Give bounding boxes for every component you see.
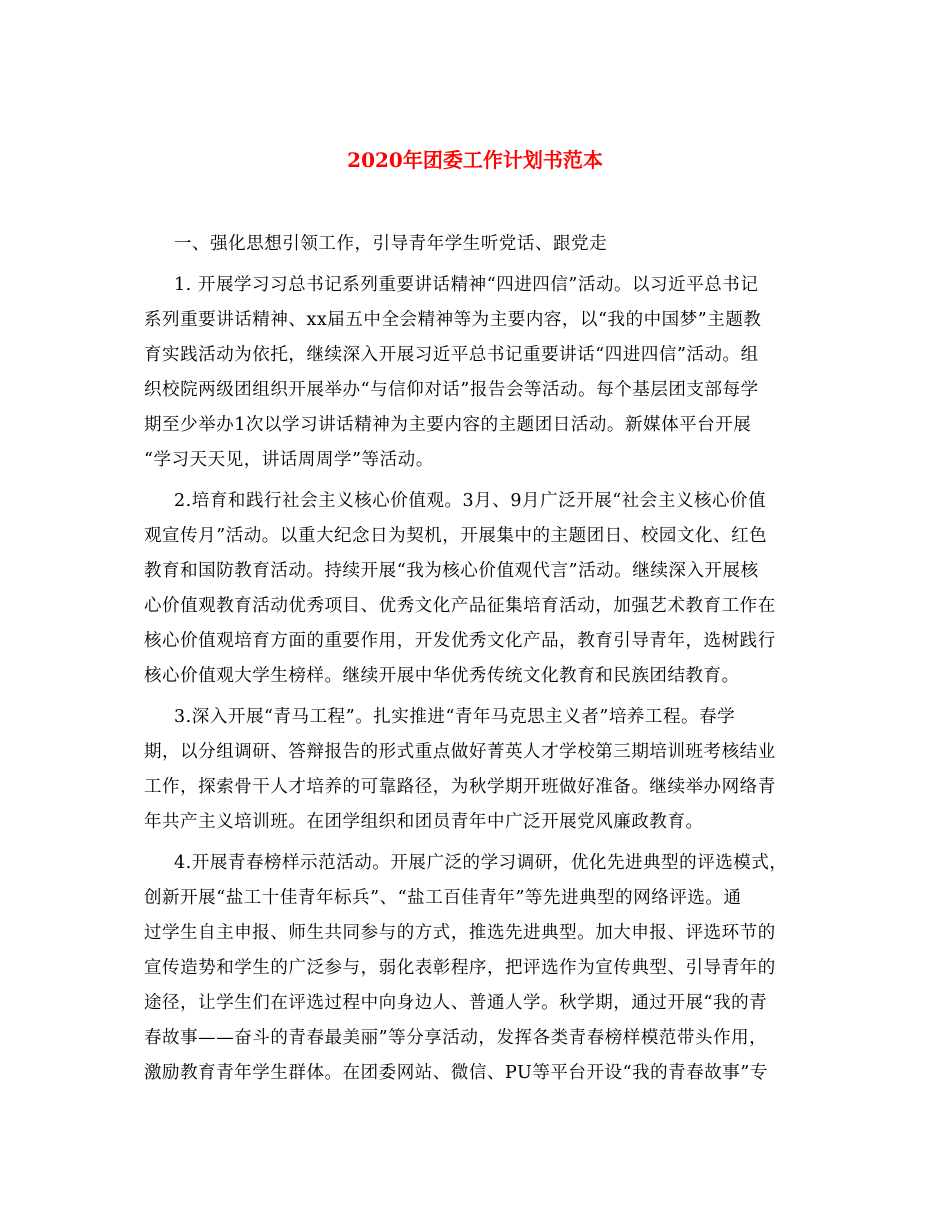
body-line: 核心价值观培育方面的重要作用，开发优秀文化产品，教育引导青年，选树践行 — [144, 631, 776, 651]
body-line: 核心价值观大学生榜样。继续开展中华优秀传统文化教育和民族团结教育。 — [144, 666, 740, 686]
body-line: 过学生自主申报、师生共同参与的方式，推选先进典型。加大申报、评选环节的 — [144, 923, 776, 943]
body-line: 期至少举办1次以学习讲话精神为主要内容的主题团日活动。新媒体平台开展 — [144, 415, 752, 435]
body-line: 一、强化思想引领工作，引导青年学生听党话、跟党走 — [174, 234, 608, 254]
body-line: 宣传造势和学生的广泛参与，弱化表彰程序，把评选作为宣传典型、引导青年的 — [144, 958, 776, 978]
body-line: 途径，让学生们在评选过程中向身边人、普通人学。秋学期，通过开展“我的青 — [144, 993, 768, 1013]
body-line: 3.深入开展“青马工程”。扎实推进“青年马克思主义者”培养工程。春学 — [174, 707, 736, 727]
body-line: 2.培育和践行社会主义核心价值观。3月、9月广泛开展“社会主义核心价值 — [174, 491, 767, 511]
document-title: 2020年团委工作计划书范本 — [347, 148, 603, 172]
body-line: 春故事——奋斗的青春最美丽”等分享活动，发挥各类青春榜样模范带头作用， — [144, 1028, 768, 1048]
body-line: 育实践活动为依托，继续深入开展习近平总书记重要讲话“四进四信”活动。组 — [144, 345, 759, 365]
body-line: 教育和国防教育活动。持续开展“我为核心价值观代言”活动。继续深入开展核 — [144, 561, 759, 581]
body-line: 1. 开展学习习总书记系列重要讲话精神“四进四信”活动。以习近平总书记 — [174, 275, 759, 295]
body-line: 创新开展“盐工十佳青年标兵”、“盐工百佳青年”等先进典型的网络评选。通 — [144, 888, 742, 908]
body-line: 4.开展青春榜样示范活动。开展广泛的学习调研，优化先进典型的评选模式， — [174, 853, 788, 873]
body-line: “学习天天见，讲话周周学”等活动。 — [144, 450, 434, 470]
document-body — [144, 227, 804, 1091]
body-line: 工作，探索骨干人才培养的可靠路径，为秋学期开班做好准备。继续举办网络青 — [144, 777, 776, 797]
body-line: 系列重要讲话精神、xx届五中全会精神等为主要内容，以“我的中国梦”主题教 — [144, 310, 762, 330]
body-line: 激励教育青年学生群体。在团委网站、微信、PU等平台开设“我的青春故事”专 — [144, 1063, 768, 1083]
body-line: 织校院两级团组织开展举办“与信仰对话”报告会等活动。每个基层团支部每学 — [144, 380, 759, 400]
body-line: 观宣传月”活动。以重大纪念日为契机，开展集中的主题团日、校园文化、红色 — [144, 526, 768, 546]
body-line: 心价值观教育活动优秀项目、优秀文化产品征集培育活动，加强艺术教育工作在 — [144, 596, 776, 616]
body-line: 期，以分组调研、答辩报告的形式重点做好菁英人才学校第三期培训班考核结业 — [144, 742, 776, 762]
body-line: 年共产主义培训班。在团学组织和团员青年中广泛开展党风廉政教育。 — [144, 812, 704, 832]
